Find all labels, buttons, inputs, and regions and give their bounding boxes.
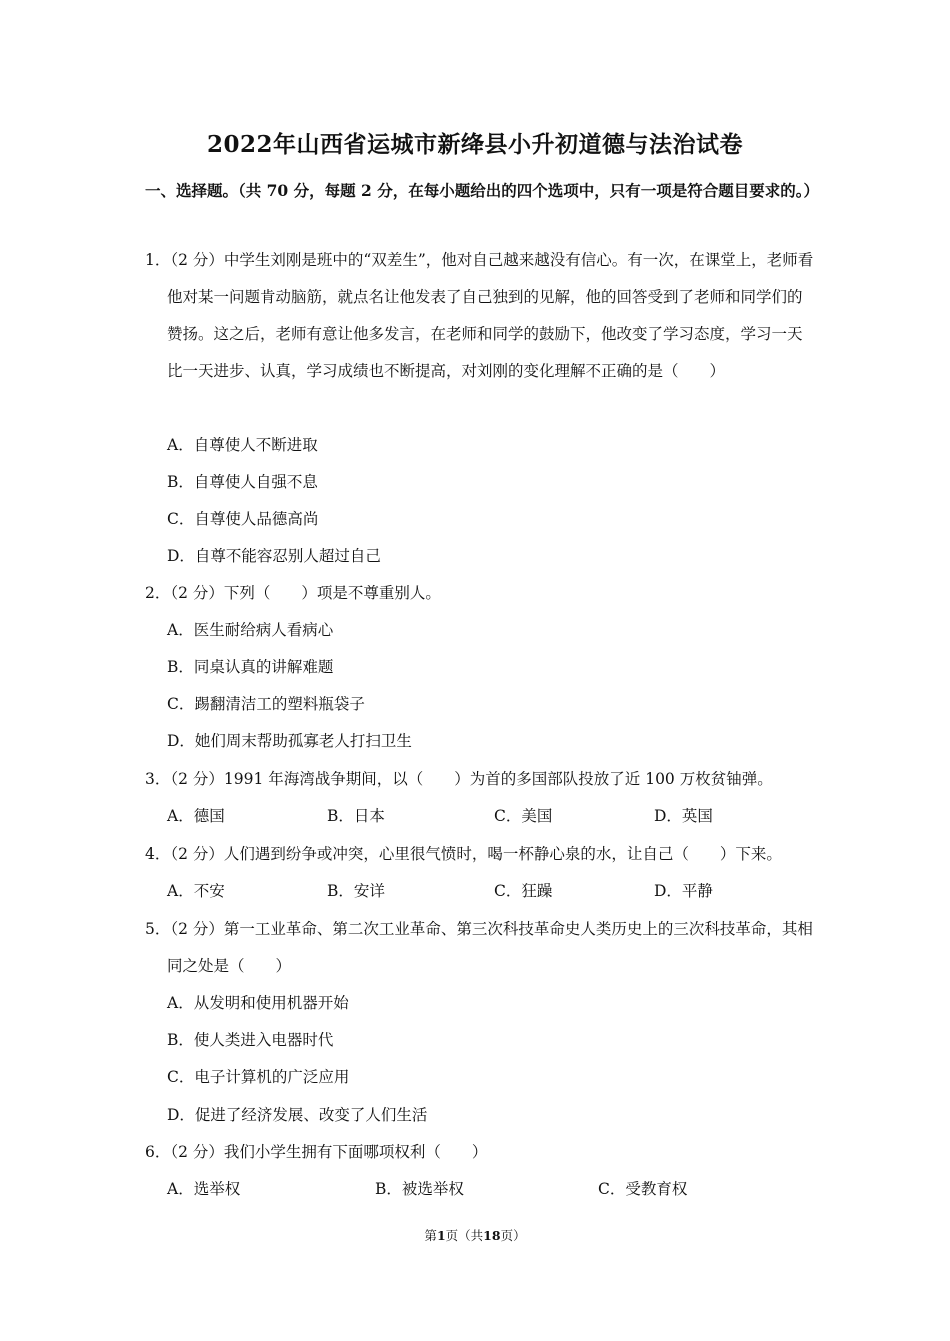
option-b: B．安详: [327, 882, 385, 900]
question-6: [145, 1134, 815, 1171]
question-2: [145, 575, 815, 612]
question-4: [145, 836, 815, 873]
footer-middle: 页（共: [445, 1228, 484, 1243]
section-header: 一、选择题。（共 70 分，每题 2 分，在每小题给出的四个选项中，只有一项是符合题目要求的。）: [145, 181, 819, 200]
option-b: B．日本: [327, 807, 385, 825]
option-d: D．英国: [654, 807, 713, 825]
option-a: A．自尊使人不断进取: [167, 436, 318, 454]
option-b: B．使人类进入电器时代: [167, 1031, 334, 1049]
option-d: D．自尊不能容忍别人超过自己: [167, 547, 381, 565]
option-b: B．自尊使人自强不息: [167, 473, 318, 491]
question-text: 2．（2 分）下列（ ）项是不尊重别人。: [145, 584, 441, 602]
option-a: A．德国: [167, 807, 225, 825]
option-b: B．被选举权: [375, 1180, 464, 1198]
footer-prefix: 第: [424, 1228, 437, 1243]
option-c: C．狂躁: [494, 882, 553, 900]
option-a: A．从发明和使用机器开始: [167, 994, 349, 1012]
option-c: C．美国: [494, 807, 553, 825]
option-b: B．同桌认真的讲解难题: [167, 658, 334, 676]
footer-suffix: 页）: [500, 1228, 526, 1243]
question-text: 5．（2 分）第一工业革命、第二次工业革命、第三次科技革命史人类历史上的三次科技革命，其相同之处是（ ）: [145, 920, 813, 975]
option-a: A．医生耐给病人看病心: [167, 621, 334, 639]
option-c: C．自尊使人品德高尚: [167, 510, 319, 528]
option-d: D．她们周末帮助孤寡老人打扫卫生: [167, 732, 412, 750]
question-text: 4．（2 分）人们遇到纷争或冲突，心里很气愤时，喝一杯静心泉的水，让自己（ ）下来。: [145, 845, 782, 863]
question-text: 3．（2 分）1991 年海湾战争期间，以（ ）为首的多国部队投放了近 100 万枚贫铀弹。: [145, 770, 773, 788]
option-c: C．电子计算机的广泛应用: [167, 1068, 350, 1086]
page-number: 1: [436, 1228, 446, 1243]
option-a: A．选举权: [167, 1180, 241, 1198]
question-3: [145, 761, 815, 798]
option-c: C．受教育权: [598, 1180, 688, 1198]
page-footer: [0, 1226, 950, 1244]
option-d: D．促进了经济发展、改变了人们生活: [167, 1106, 428, 1124]
question-5: [145, 911, 815, 985]
question-text: 1．（2 分）中学生刘刚是班中的“双差生”，他对自己越来越没有信心。有一次，在课堂上，老师看他对某一问题肯动脑筋，就点名让他发表了自己独到的见解，他的回答受到了老师和同学们的赞扬。这之后，老师有意让他多发言，在老师和同学的鼓励下，他改变了学习态度，学习一天比一天进步、认真，学习成绩也不断提高，对刘刚的变化理解不正确的是（ ）: [145, 251, 814, 380]
question-text: 6．（2 分）我们小学生拥有下面哪项权利（ ）: [145, 1143, 488, 1161]
page-total: 18: [483, 1228, 501, 1243]
option-d: D．平静: [654, 882, 713, 900]
exam-title: 2022年山西省运城市新绛县小升初道德与法治试卷: [206, 131, 743, 158]
question-1: [145, 242, 815, 390]
option-a: A．不安: [167, 882, 225, 900]
option-c: C．踢翻清洁工的塑料瓶袋子: [167, 695, 365, 713]
